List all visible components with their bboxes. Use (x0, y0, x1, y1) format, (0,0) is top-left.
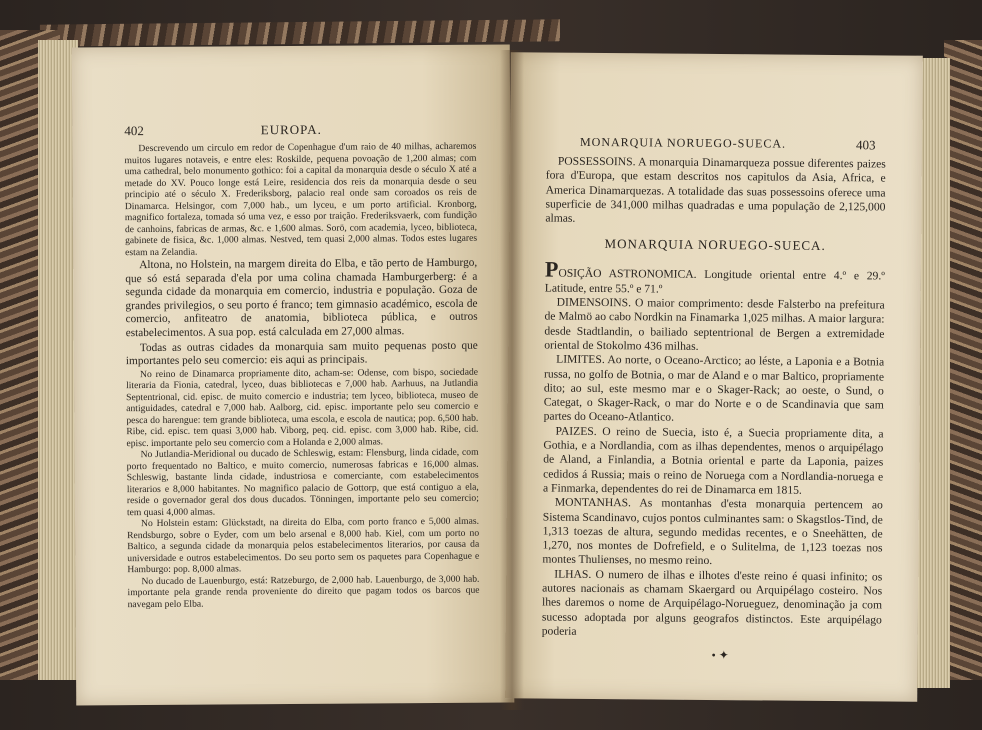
right-running-head: MONARQUIA NORUEGO-SUECA. (579, 134, 787, 151)
right-page (505, 52, 923, 702)
left-page-number: 402 (124, 123, 144, 139)
paragraph: No Jutlandia-Meridional ou ducado de Schleswig, estam: Flensburg, linda cidade, com porto frequentado no Baltico, e muito comercio, numerosas fabricas e 16,000 almas. Schleswig, bastante linda cidade, industriosa e comerciante, com estabelecimentos literarios e 8,000 habitantes. No magnifico palacio de Gottorp, que está contiguo a ela, reside o governador geral dos dous ducados. Tönningen, importante pelo seu comercio; tem quasi 4,000 almas. (126, 446, 479, 518)
paragraph: Descrevendo um circulo em redor de Copenhague d'um raio de 40 milhas, acharemos muitos lugares notaveis, e entre eles: Roskilde, pequena povoação de 1,200 almas; com uma cathedral, belo monumento gothico: foi a capital da monarquia desde o século X até a metade do XV. Pouco longe está Leire, residencia dos reis da monarquia desde o seu principio até o século X. Frederiksborg, palacio real onde sam coroados os reis de Dinamarca. Helsingor, com 7,000 hab., um lyceu, e um porto artificial. Kronborg, magnifico fortaleza, tomada só uma vez, e esso por traição. Frederiksvaerk, com fundição de canhoins, fabricas de armas, &c. e 1,600 almas. Sorö, com academia, lyceo, biblioteca, gabinete de fisica, &c. 1,000 almas. Nestved, tem quasi 2,000 almas. Todos estes lugares estam na Zelandia. (124, 140, 478, 258)
marbled-cover-top (40, 19, 560, 46)
paragraph (544, 257, 885, 299)
drop-cap: P (544, 257, 559, 283)
paragraph-text: OSIÇÃO ASTRONOMICA. Longitude oriental entre 4.º e 29.º Latitude, entre 55.º e 71.º (544, 267, 885, 296)
paragraph: Altona, no Holstein, na margem direita do Elba, e tão perto de Hamburgo, que só está separada d'ela por uma colina chamada Hamburgerberg: é a segunda cidade da monarquia em comercio, industria e população. Goza de grandes privilegios, o seu porto é franco; tem gimnasio académico, escola de comercio, anfiteatro de anatomia, biblioteca pública, e outros estabelecimentos. A sua pop. está calculada em 27,000 almas. (125, 256, 478, 340)
left-running-head: EUROPA. (260, 121, 322, 138)
paragraph: ILHAS. O numero de ilhas e ilhotes d'este reino é quasi infinito; os autores nacionais as chamam Skaergard ou Arquipélago costeiro. Nos lhes daremos o nome de Arquipélago-Norueguez, denominação ja com sucesso adoptada por alguns geografos distinctos. Este arquipélago poderia (541, 567, 883, 638)
right-page-number: 403 (855, 137, 876, 153)
right-text-column (542, 155, 886, 642)
paragraph: PAIZES. O reino de Suecia, isto é, a Suecia propriamente dita, a Gothia, e a Nordlandia, com as ilhas dependentes, menos o arquipélago de Aland, a Finlandia, a Botnia oriental e parte da Laponia, paizes cedidos á Russia; mais o reino de Noruega com a Nordlandia-noruega e a Finmarka, dependentes do rei de Dinamarca em 1815. (542, 424, 884, 497)
paragraph: MONTANHAS. As montanhas d'esta monarquia pertencem ao Sistema Scandinavo, cujos pontos culminantes sam: o Skagstlos-Tind, de 1,313 toezas de altura, segundo medidas recentes, e o Sneehätten, de 1,270, nos montes de Dofrefield, e o Sulitelma, de 1,123 toezas nos montes Thulienses, no mesmo reino. (542, 495, 883, 568)
paragraph: POSSESSOINS. A monarquia Dinamarqueza possue diferentes paizes fora d'Europa, que estam descritos nos capitulos da Asia, Africa, e America Dinamarquezas. A totalidade das suas possessoins oferece uma superficie de 341,000 milhas quadradas e uma população de 2,125,000 almas. (545, 154, 886, 225)
paragraph: No reino de Dinamarca propriamente dito, acham-se: Odense, com bispo, sociedade literaria da Fionia, catedral, lyceo, duas bibliotecas e 7,000 hab. Aarhuus, na Jutlandia Septentrional, cid. episc. de muito comercio e industria; tem lyceo, biblioteca, museo de antiguidades, catedral e 7,000 hab. Aalborg, cid. episc. importante pelo seu comercio e pesca do harengue: tem grande biblioteca, uma escola, e escola de nautica; pop. 6,500 hab. Ribe, cid. episc. tem quasi 3,000 hab. Viborg, peq. cid. episc. com 3,000 hab. Ribe, cid. episc. importante pelo seu comercio com a Holanda e 2,000 almas. (126, 366, 479, 449)
section-title: MONARQUIA NORUEGO-SUECA. (604, 236, 826, 254)
paragraph: LIMITES. Ao norte, o Oceano-Arctico; ao léste, a Laponia e a Botnia russa, no golfo de Botnia, o mar de Aland e o mar Baltico, propriamente dito; ao sul, este mesmo mar e o Skager-Rack; ao oeste, o Sund, o Categat, o Skager-Rack, o mar do Norte e o de Scandinavia que sam partes do Oceano-Atlantico. (543, 352, 885, 425)
paragraph: No ducado de Lauenburgo, está: Ratzeburgo, de 2,000 hab. Lauenburgo, de 3,000 hab. importante pela grande renda proveniente do direito que pagam todos os barcos que navegam pelo Elba. (127, 573, 480, 610)
paragraph: No Holstein estam: Glückstadt, na direita do Elba, com porto franco e 5,000 almas. Rendsburgo, sobre o Eyder, com um belo arsenal e 8,000 hab. Kiel, com um porto no Baltico, a segunda cidade da monarquia pelos estabelecimentos literarios, por causa da universidade e outros estabelecimentos. Do seu porto sem os paquetes para Copenhague e Hamburgo: pop. 8,000 almas. (127, 515, 480, 576)
footer-mark: • ✦ (711, 647, 729, 663)
left-page (72, 44, 515, 705)
book-gutter (500, 50, 524, 710)
paragraph: Todas as outras cidades da monarquia sam muito pequenas posto que importantes pelo seu comercio: eis aqui as principais. (125, 339, 478, 368)
left-text-column (124, 141, 479, 611)
paragraph: DIMENSOINS. O maior comprimento: desde Falsterbo na prefeitura de Malmö ao cabo Nordkin na Finamarka 1,025 milhas. A maior largura: desde Stadtlandin, o bailiado septentrional de Bergen a extremidade oriental de Stokolmo 436 milhas. (544, 295, 885, 353)
